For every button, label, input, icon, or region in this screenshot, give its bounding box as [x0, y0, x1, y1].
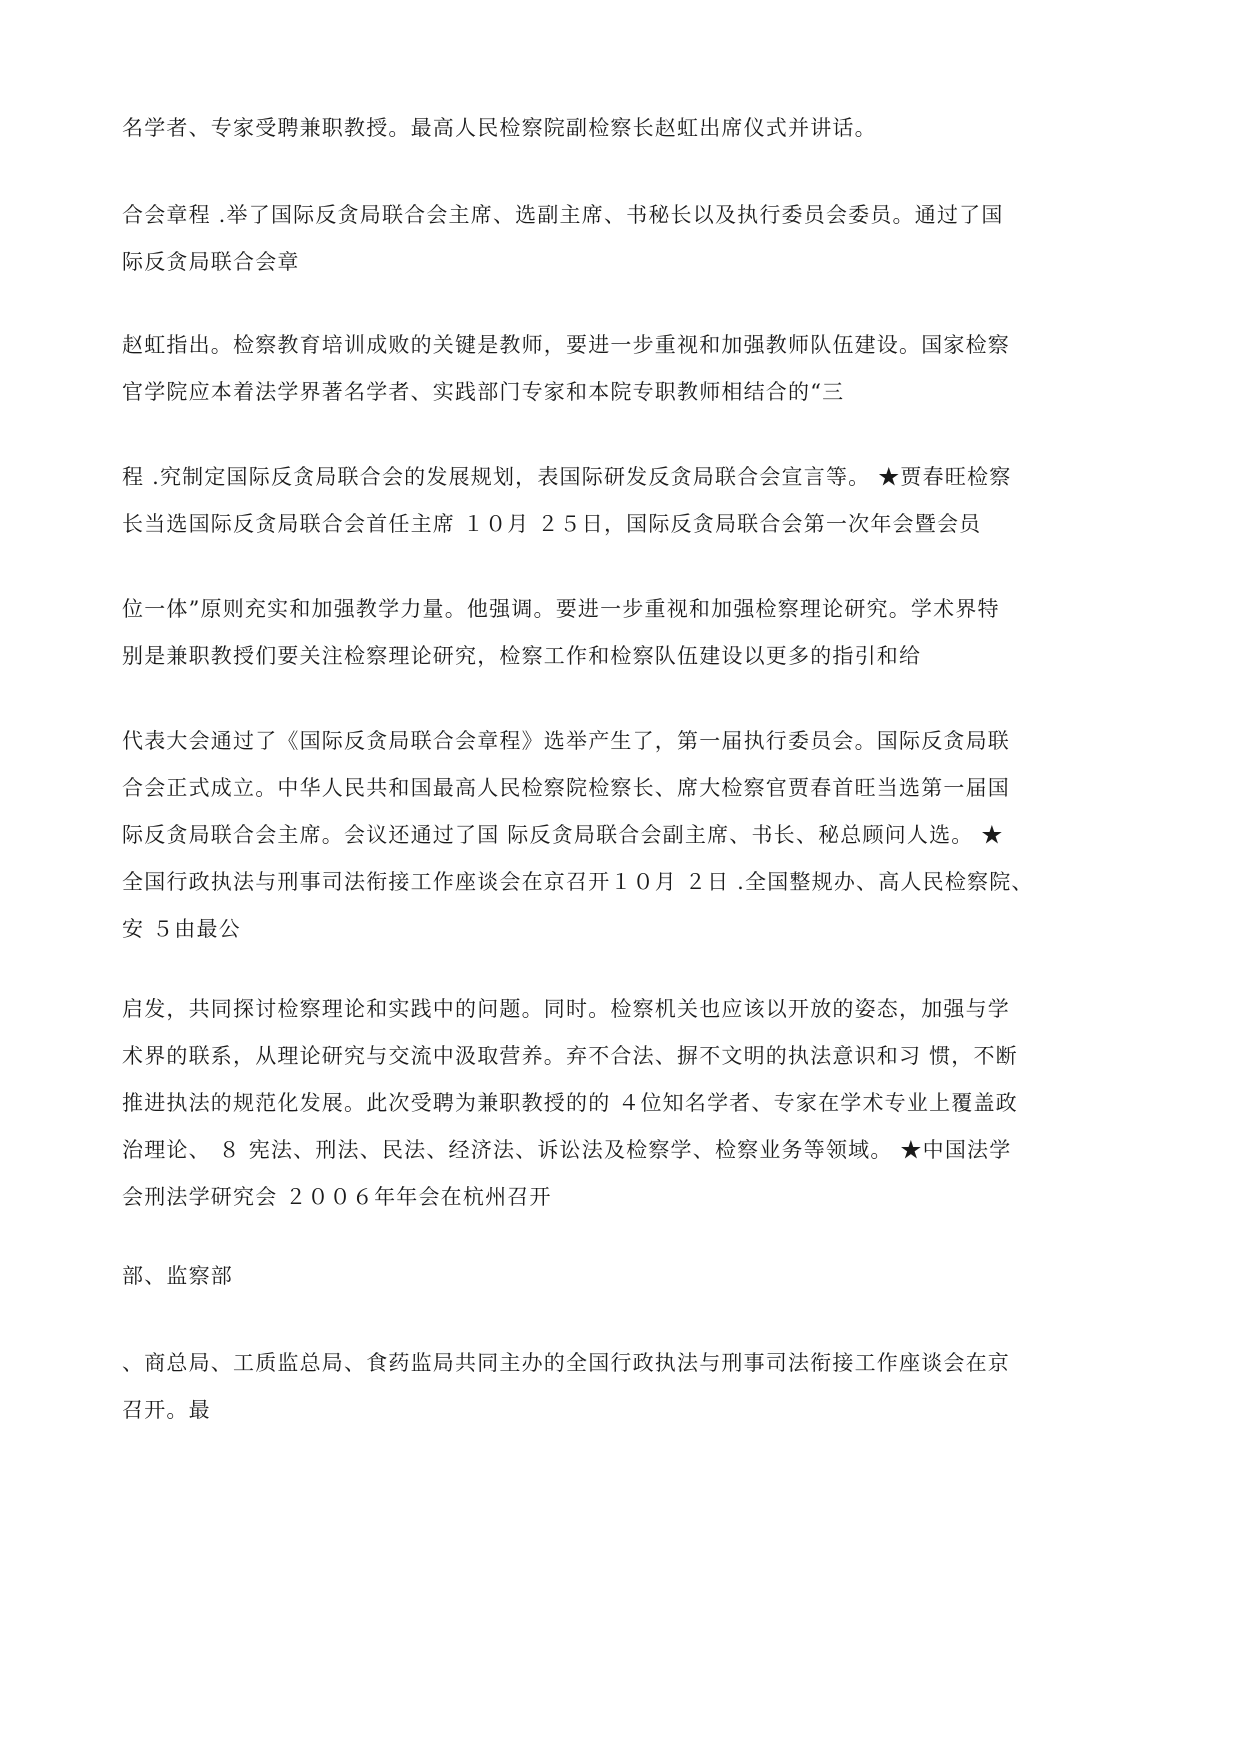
text-line: 别是兼职教授们要关注检察理论研究，检察工作和检察队伍建设以更多的指引和给 [122, 644, 922, 668]
paragraph-1 [122, 105, 1122, 152]
paragraph-8 [122, 1253, 1122, 1300]
text-line: 名学者、专家受聘兼职教授。最高人民检察院副检察长赵虹出席仪式并讲话。 [122, 116, 877, 140]
paragraph-7 [122, 986, 1122, 1221]
text-line: 程 .究制定国际反贪局联合会的发展规划，表国际研发反贪局联合会宣言等。 ★贾春旺检察 [122, 465, 1012, 489]
paragraph-9 [122, 1340, 1122, 1434]
text-line: 启发，共同探讨检察理论和实践中的问题。同时。检察机关也应该以开放的姿态，加强与学 [122, 997, 1010, 1021]
text-line: 治理论、 ８ 宪法、刑法、民法、经济法、诉讼法及检察学、检察业务等领域。 ★中国法学 [122, 1138, 1012, 1162]
text-line: 推进执法的规范化发展。此次受聘为兼职教授的的 ４位知名学者、专家在学术专业上覆盖政 [122, 1091, 1018, 1115]
text-line: 代表大会通过了《国际反贪局联合会章程》选举产生了，第一届执行委员会。国际反贪局联 [122, 729, 1010, 753]
text-line: 安 ５由最公 [122, 917, 241, 941]
text-line: 位一体”原则充实和加强教学力量。他强调。要进一步重视和加强检察理论研究。学术界特 [122, 597, 1000, 621]
text-line: 际反贪局联合会章 [122, 250, 300, 274]
text-line: 术界的联系，从理论研究与交流中汲取营养。弃不合法、摒不文明的执法意识和习 惯，不断 [122, 1044, 1018, 1068]
text-line: 会刑法学研究会 ２００６年年会在杭州召开 [122, 1185, 552, 1209]
text-line: 、商总局、工质监总局、食药监局共同主办的全国行政执法与刑事司法衔接工作座谈会在京 [122, 1351, 1010, 1375]
text-line: 合会正式成立。中华人民共和国最高人民检察院检察长、席大检察官贾春首旺当选第一届国 [122, 776, 1010, 800]
text-line: 召开。最 [122, 1398, 211, 1422]
text-line: 合会章程 .举了国际反贪局联合会主席、选副主席、书秘长以及执行委员会委员。通过了国 [122, 203, 1004, 227]
text-line: 赵虹指出。检察教育培训成败的关键是教师，要进一步重视和加强教师队伍建设。国家检察 [122, 333, 1010, 357]
text-line: 全国行政执法与刑事司法衔接工作座谈会在京召开１０月 ２日 .全国整规办、高人民检察院、 [122, 870, 1034, 894]
text-line: 部、监察部 [122, 1264, 233, 1288]
text-line: 长当选国际反贪局联合会首任主席 １０月 ２５日，国际反贪局联合会第一次年会暨会员 [122, 512, 982, 536]
paragraph-3 [122, 322, 1122, 416]
text-line: 官学院应本着法学界著名学者、实践部门专家和本院专职教师相结合的“三 [122, 380, 845, 404]
paragraph-5 [122, 586, 1122, 680]
paragraph-2 [122, 192, 1122, 286]
paragraph-4 [122, 454, 1122, 548]
paragraph-6 [122, 718, 1122, 953]
text-line: 际反贪局联合会主席。会议还通过了国 际反贪局联合会副主席、书长、秘总顾问人选。 ★ [122, 823, 1004, 847]
